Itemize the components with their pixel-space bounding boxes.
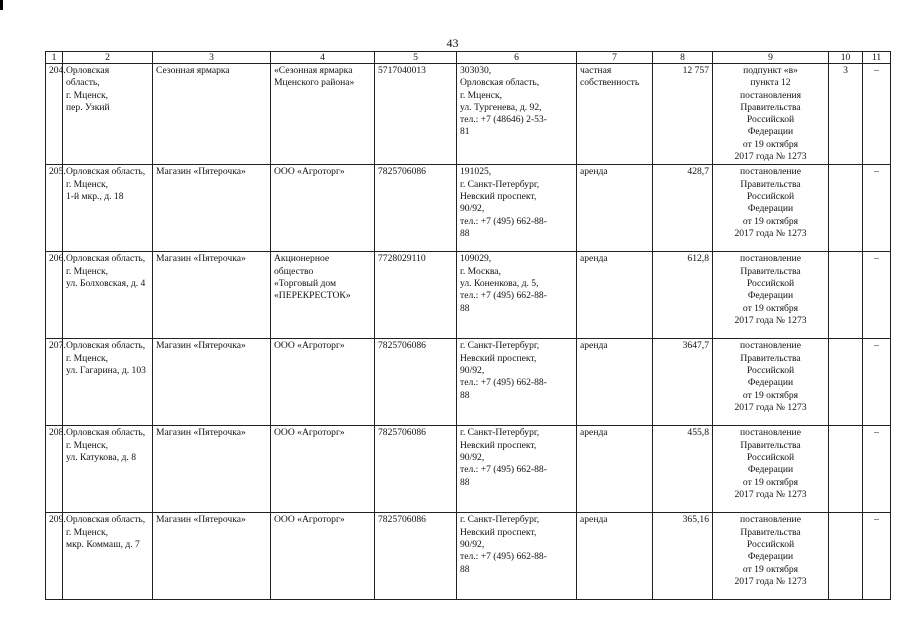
- right-type-cell: [577, 339, 653, 426]
- owner-name: Акционерное общество «Торговый дом «ПЕРЕКРЕСТОК»: [274, 253, 351, 302]
- right-type-cell: [577, 64, 653, 165]
- table-row: [46, 165, 891, 252]
- column-number: 7: [577, 52, 653, 64]
- row-number: 208.: [46, 426, 63, 513]
- owner-address: г. Санкт-Петербург, Невский проспект, 90/92, тел.: +7 (495) 662-88- 88: [460, 340, 547, 401]
- area-cell: 3647,7: [653, 339, 713, 426]
- column-number: 11: [863, 52, 891, 64]
- column-11-cell: –: [863, 513, 891, 600]
- object-name: Магазин «Пятерочка»: [156, 253, 246, 265]
- object-address-cell: [63, 165, 153, 252]
- legal-basis-cell: [713, 165, 829, 252]
- column-11-cell: –: [863, 252, 891, 339]
- column-11-cell: –: [863, 64, 891, 165]
- owner-name: ООО «Агроторг»: [274, 166, 345, 178]
- row-number: 204.: [46, 64, 63, 165]
- right-type: аренда: [580, 340, 608, 352]
- table-row: [46, 252, 891, 339]
- owner-name: ООО «Агроторг»: [274, 427, 345, 439]
- owner-address-cell: [457, 339, 577, 426]
- legal-basis-cell: [713, 64, 829, 165]
- legal-basis: постановление Правительства Российской Федерации от 19 октября 2017 года № 1273: [734, 166, 807, 239]
- object-address: Орловская область, г. Мценск, ул. Болховская, д. 4: [66, 253, 146, 289]
- object-name-cell: [153, 165, 271, 252]
- owner-name-cell: [271, 64, 375, 165]
- object-address-cell: [63, 252, 153, 339]
- owner-address: 109029, г. Москва, ул. Коненкова, д. 5, тел.: +7 (495) 662-88- 88: [460, 253, 547, 314]
- owner-address-cell: [457, 252, 577, 339]
- owner-address-cell: [457, 64, 577, 165]
- inn-cell: 7825706086: [375, 339, 457, 426]
- object-address-cell: [63, 339, 153, 426]
- object-address: Орловская область, г. Мценск, 1-й мкр., д. 18: [66, 166, 146, 202]
- column-number-row: [46, 52, 891, 64]
- object-address: Орловская область, г. Мценск, пер. Узкий: [66, 65, 110, 113]
- owner-name: ООО «Агроторг»: [274, 340, 345, 352]
- column-10-cell: [829, 426, 863, 513]
- inn-cell: 7825706086: [375, 513, 457, 600]
- column-number: 1: [46, 52, 63, 64]
- page-number: 43: [446, 36, 459, 50]
- object-name-cell: [153, 339, 271, 426]
- legal-basis: постановление Правительства Российской Федерации от 19 октября 2017 года № 1273: [734, 253, 807, 326]
- owner-address: г. Санкт-Петербург, Невский проспект, 90/92, тел.: +7 (495) 662-88- 88: [460, 514, 547, 575]
- column-10-cell: [829, 165, 863, 252]
- right-type: аренда: [580, 427, 608, 439]
- object-address: Орловская область, г. Мценск, ул. Катукова, д. 8: [66, 427, 146, 463]
- legal-basis-cell: [713, 513, 829, 600]
- right-type-cell: [577, 426, 653, 513]
- object-name: Сезонная ярмарка: [156, 65, 230, 76]
- column-number: 3: [153, 52, 271, 64]
- area-cell: 612,8: [653, 252, 713, 339]
- inn-cell: 7825706086: [375, 165, 457, 252]
- inn-cell: 7728029110: [375, 252, 457, 339]
- legal-basis: подпункт «в» пункта 12 постановления Правительства Российской Федерации от 19 октября 2017 года № 1273: [734, 65, 807, 163]
- column-10-cell: [829, 513, 863, 600]
- column-11-cell: –: [863, 165, 891, 252]
- owner-name-cell: [271, 339, 375, 426]
- column-10-cell: 3: [829, 64, 863, 165]
- owner-address: 303030, Орловская область, г. Мценск, ул. Тургенева, д. 92, тел.: +7 (48646) 2-53- 81: [460, 65, 547, 138]
- area-cell: 428,7: [653, 165, 713, 252]
- column-number: 4: [271, 52, 375, 64]
- area-cell: 455,8: [653, 426, 713, 513]
- legal-basis-cell: [713, 426, 829, 513]
- column-number: 6: [457, 52, 577, 64]
- object-address-cell: [63, 426, 153, 513]
- object-address: Орловская область, г. Мценск, ул. Гагарина, д. 103: [66, 340, 146, 376]
- inn-cell: 7825706086: [375, 426, 457, 513]
- owner-name-cell: [271, 252, 375, 339]
- column-10-cell: [829, 339, 863, 426]
- object-name: Магазин «Пятерочка»: [156, 514, 246, 526]
- right-type: аренда: [580, 166, 608, 178]
- legal-basis: постановление Правительства Российской Федерации от 19 октября 2017 года № 1273: [734, 340, 807, 413]
- object-address-cell: [63, 513, 153, 600]
- row-number: 206.: [46, 252, 63, 339]
- right-type-cell: [577, 252, 653, 339]
- owner-name-cell: [271, 513, 375, 600]
- legal-basis-cell: [713, 339, 829, 426]
- object-name: Магазин «Пятерочка»: [156, 427, 246, 439]
- owner-address: г. Санкт-Петербург, Невский проспект, 90/92, тел.: +7 (495) 662-88- 88: [460, 427, 547, 488]
- owner-address-cell: [457, 426, 577, 513]
- legal-basis-cell: [713, 252, 829, 339]
- table-row: [46, 339, 891, 426]
- object-name: Магазин «Пятерочка»: [156, 166, 246, 178]
- object-name-cell: [153, 252, 271, 339]
- row-number: 207.: [46, 339, 63, 426]
- column-number: 8: [653, 52, 713, 64]
- row-number: 209.: [46, 513, 63, 600]
- column-number: 9: [713, 52, 829, 64]
- owner-address: 191025, г. Санкт-Петербург, Невский проспект, 90/92, тел.: +7 (495) 662-88- 88: [460, 166, 547, 239]
- legal-basis: постановление Правительства Российской Федерации от 19 октября 2017 года № 1273: [734, 427, 807, 500]
- registry-table: [45, 51, 891, 600]
- scan-edge-mark: [0, 0, 3, 10]
- table-row: [46, 426, 891, 513]
- object-address: Орловская область, г. Мценск, мкр. Коммаш, д. 7: [66, 514, 146, 550]
- table-row: [46, 513, 891, 600]
- owner-name-cell: [271, 426, 375, 513]
- legal-basis: постановление Правительства Российской Федерации от 19 октября 2017 года № 1273: [734, 514, 807, 587]
- column-10-cell: [829, 252, 863, 339]
- object-address-cell: [63, 64, 153, 165]
- right-type: частная собственность: [580, 65, 640, 89]
- right-type-cell: [577, 513, 653, 600]
- column-number: 2: [63, 52, 153, 64]
- inn-cell: 5717040013: [375, 64, 457, 165]
- owner-name-cell: [271, 165, 375, 252]
- right-type: аренда: [580, 514, 608, 526]
- owner-name: ООО «Агроторг»: [274, 514, 345, 526]
- object-name: Магазин «Пятерочка»: [156, 340, 246, 352]
- row-number: 205.: [46, 165, 63, 252]
- object-name-cell: [153, 64, 271, 165]
- object-name-cell: [153, 513, 271, 600]
- area-cell: 12 757: [653, 64, 713, 165]
- table-row: [46, 64, 891, 165]
- column-11-cell: –: [863, 426, 891, 513]
- column-11-cell: –: [863, 339, 891, 426]
- area-cell: 365,16: [653, 513, 713, 600]
- column-number: 10: [829, 52, 863, 64]
- owner-name: «Сезонная ярмарка Мценского района»: [274, 65, 355, 89]
- owner-address-cell: [457, 165, 577, 252]
- owner-address-cell: [457, 513, 577, 600]
- right-type: аренда: [580, 253, 608, 265]
- object-name-cell: [153, 426, 271, 513]
- column-number: 5: [375, 52, 457, 64]
- right-type-cell: [577, 165, 653, 252]
